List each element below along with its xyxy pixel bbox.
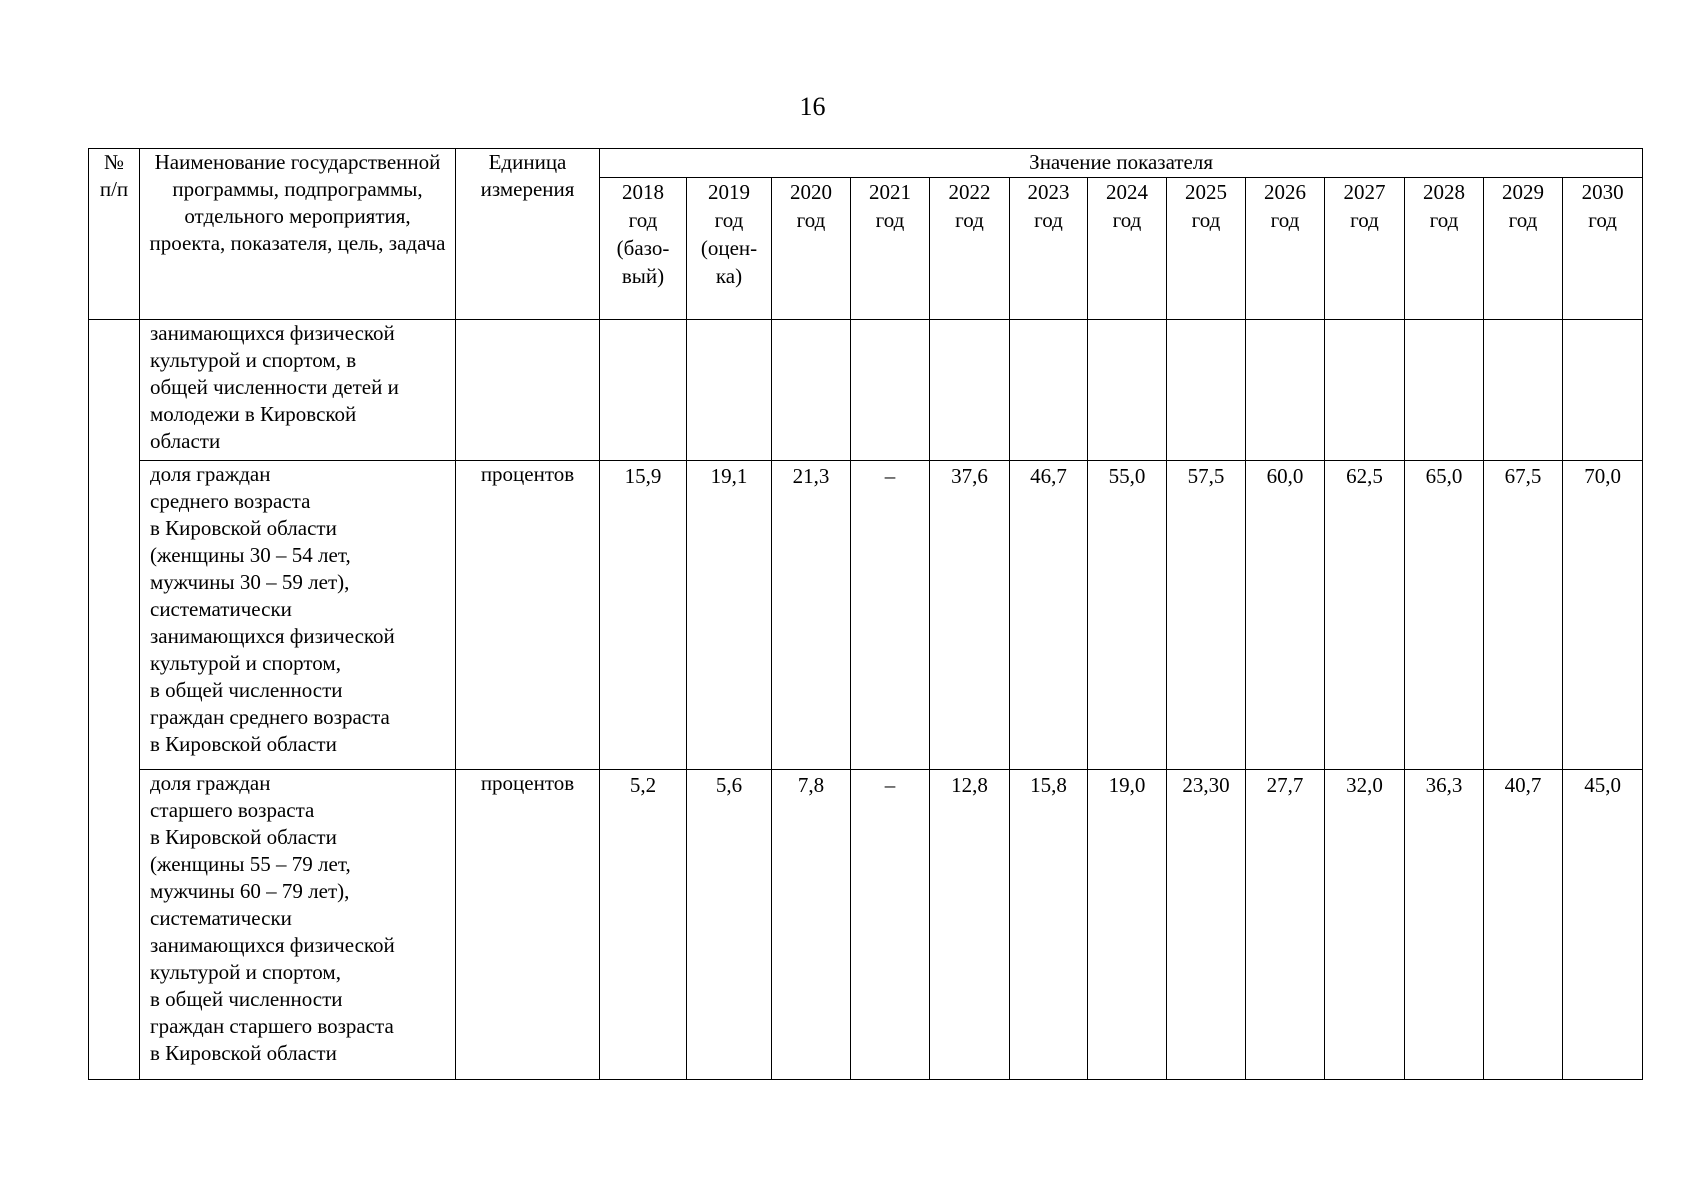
value-2020: 7,8: [772, 770, 851, 1080]
value-2020: 21,3: [772, 461, 851, 770]
header-year-2023: [1010, 178, 1088, 320]
year-label-year: 2021: [869, 180, 911, 204]
year-label-line3: (базо-: [616, 236, 670, 260]
year-label-line3: (оцен-: [700, 236, 758, 260]
value-2025: 57,5: [1167, 461, 1246, 770]
year-label-line2: год: [796, 208, 826, 232]
value-2027: 32,0: [1325, 770, 1405, 1080]
header-year-2028: [1405, 178, 1484, 320]
year-label-line2: год: [875, 208, 905, 232]
header-year-2027: [1325, 178, 1405, 320]
indicator-name: доля граждан среднего возраста в Кировской области (женщины 30 – 54 лет, мужчины 30 – 59 лет), систематически занимающихся физической культурой и спортом, в общей численности граждан среднего возраста в Кировской области: [140, 461, 456, 770]
indicator-name: занимающихся физической культурой и спортом, в общей численности детей и молодежи в Кировской области: [140, 320, 456, 461]
value-2021: [851, 320, 930, 461]
year-label-line2: год: [1429, 208, 1459, 232]
value-2020: [772, 320, 851, 461]
header-unit: Единица измерения: [456, 149, 600, 320]
value-2028: [1405, 320, 1484, 461]
value-2024: 55,0: [1088, 461, 1167, 770]
value-2022: 37,6: [930, 461, 1010, 770]
value-2018: [600, 320, 687, 461]
value-2030: 70,0: [1563, 461, 1643, 770]
value-2019: [687, 320, 772, 461]
value-2025: 23,30: [1167, 770, 1246, 1080]
year-label-year: 2030: [1581, 180, 1624, 204]
value-2030: 45,0: [1563, 770, 1643, 1080]
year-label-line2: год: [714, 208, 744, 232]
indicator-name: доля граждан старшего возраста в Кировской области (женщины 55 – 79 лет, мужчины 60 – 79 лет), систематически занимающихся физической культурой и спортом, в общей численности граждан старшего возраста в Кировской области: [140, 770, 456, 1080]
value-2018: 15,9: [600, 461, 687, 770]
year-label-line2: год: [955, 208, 984, 232]
row-number-cell: [89, 320, 140, 1080]
header-number: № п/п: [89, 149, 140, 320]
value-2018: 5,2: [600, 770, 687, 1080]
value-2029: [1484, 320, 1563, 461]
value-2022: 12,8: [930, 770, 1010, 1080]
year-label-year: 2027: [1343, 180, 1386, 204]
value-2029: 67,5: [1484, 461, 1563, 770]
value-2021: –: [851, 770, 930, 1080]
value-2026: 60,0: [1246, 461, 1325, 770]
header-year-2018: [600, 178, 687, 320]
year-label-line2: год: [1270, 208, 1300, 232]
header-year-2022: [930, 178, 1010, 320]
header-year-2019: [687, 178, 772, 320]
value-2019: 19,1: [687, 461, 772, 770]
year-label-year: 2025: [1185, 180, 1227, 204]
value-2029: 40,7: [1484, 770, 1563, 1080]
year-label-line2: год: [1350, 208, 1379, 232]
indicator-unit: [456, 320, 600, 461]
header-name: Наименование государственной программы, подпрограммы, отдельного мероприятия, проекта, показателя, цель, задача: [140, 149, 456, 320]
year-label-year: 2028: [1423, 180, 1465, 204]
year-label-line2: год: [1588, 208, 1617, 232]
value-2023: 15,8: [1010, 770, 1088, 1080]
value-2024: 19,0: [1088, 770, 1167, 1080]
header-values-title: Значение показателя: [600, 149, 1643, 178]
header-year-2030: [1563, 178, 1643, 320]
year-label-line2: год: [628, 208, 658, 232]
header-year-2020: [772, 178, 851, 320]
value-2023: [1010, 320, 1088, 461]
header-year-2025: [1167, 178, 1246, 320]
year-label-year: 2024: [1106, 180, 1148, 204]
header-year-2026: [1246, 178, 1325, 320]
value-2021: –: [851, 461, 930, 770]
year-label-year: 2018: [622, 180, 664, 204]
value-2028: 36,3: [1405, 770, 1484, 1080]
table-row: [89, 461, 1643, 770]
value-2023: 46,7: [1010, 461, 1088, 770]
year-label-line2: год: [1508, 208, 1538, 232]
value-2022: [930, 320, 1010, 461]
year-label-year: 2020: [790, 180, 832, 204]
year-label-line2: год: [1191, 208, 1221, 232]
year-label-line4: ка): [715, 264, 743, 288]
indicator-unit: процентов: [456, 770, 600, 1080]
year-label-year: 2022: [948, 180, 991, 204]
page-number: 16: [799, 92, 826, 121]
year-label-line2: год: [1034, 208, 1063, 232]
value-2024: [1088, 320, 1167, 461]
year-label-year: 2026: [1264, 180, 1306, 204]
table-row: [89, 320, 1643, 461]
value-2019: 5,6: [687, 770, 772, 1080]
indicator-table: [88, 148, 1643, 1080]
header-year-2029: [1484, 178, 1563, 320]
value-2027: 62,5: [1325, 461, 1405, 770]
table-row: [89, 770, 1643, 1080]
value-2027: [1325, 320, 1405, 461]
year-label-line2: год: [1112, 208, 1142, 232]
header-year-2021: [851, 178, 930, 320]
value-2026: 27,7: [1246, 770, 1325, 1080]
value-2030: [1563, 320, 1643, 461]
year-label-year: 2023: [1027, 180, 1070, 204]
value-2028: 65,0: [1405, 461, 1484, 770]
header-row: [89, 149, 1643, 178]
value-2026: [1246, 320, 1325, 461]
year-label-year: 2029: [1502, 180, 1544, 204]
year-label-year: 2019: [708, 180, 750, 204]
indicator-unit: процентов: [456, 461, 600, 770]
header-year-2024: [1088, 178, 1167, 320]
year-label-line4: вый): [621, 264, 665, 288]
value-2025: [1167, 320, 1246, 461]
